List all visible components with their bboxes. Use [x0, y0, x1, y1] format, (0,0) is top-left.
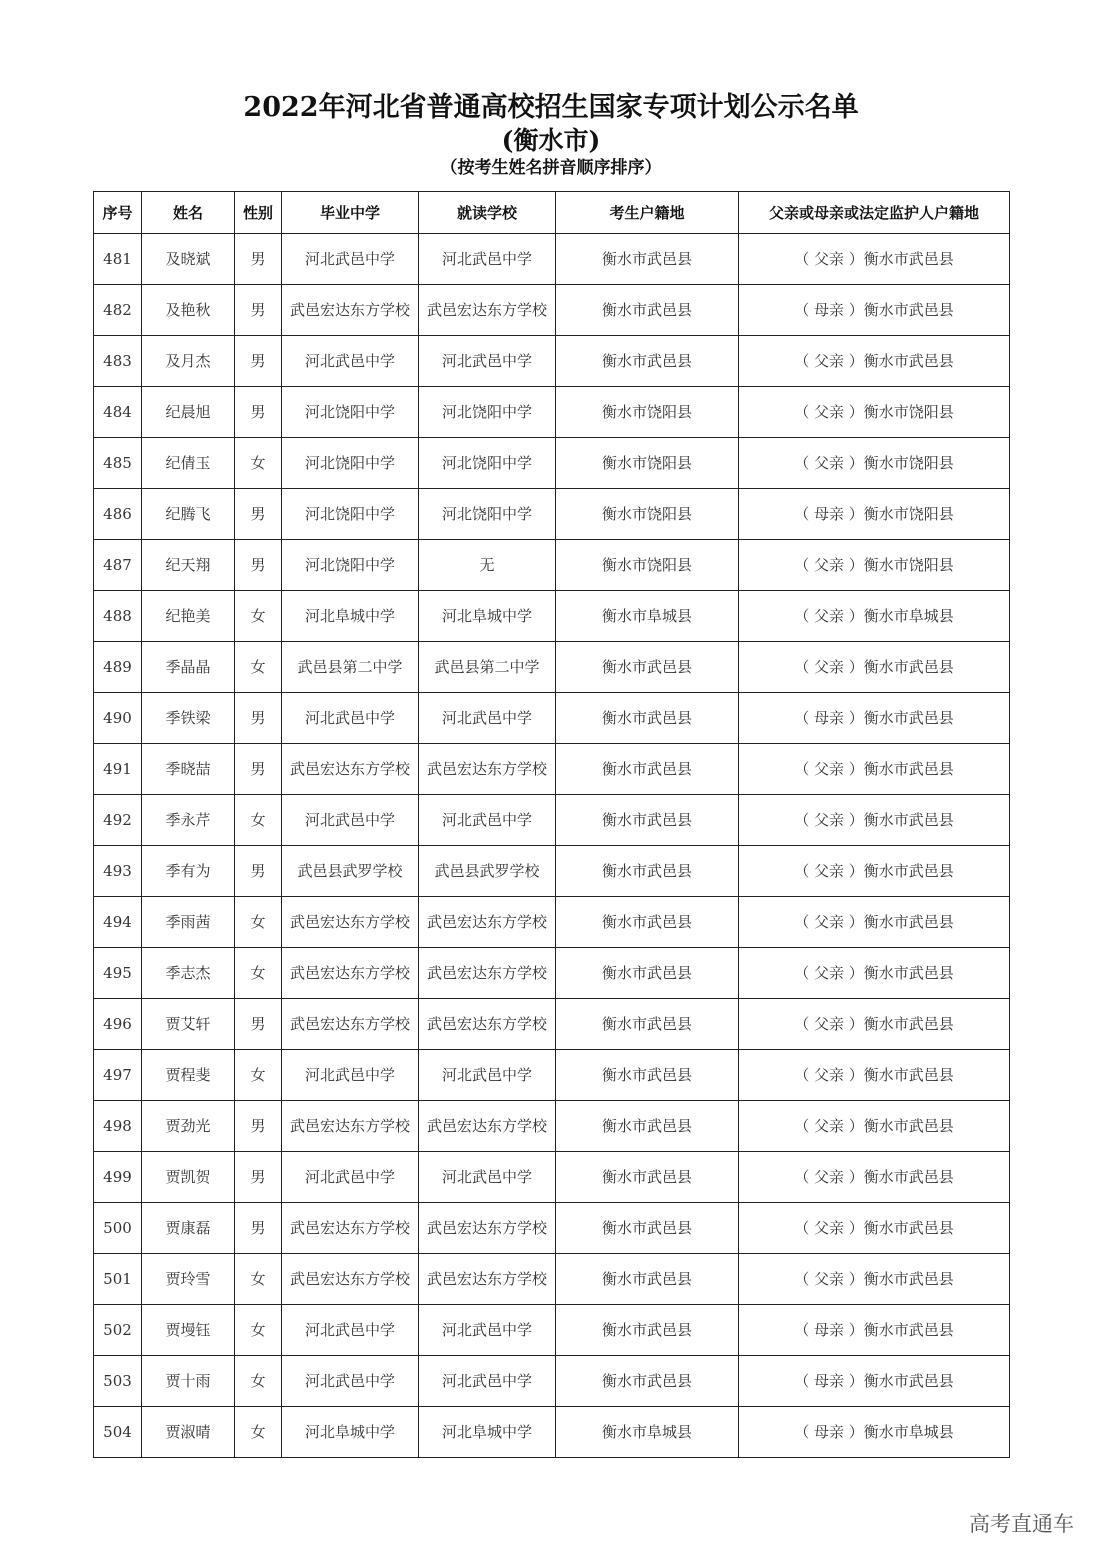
cell-index: 493 [94, 846, 142, 897]
cell-guardian-registration: （ 父亲 ）衡水市武邑县 [739, 948, 1010, 999]
cell-guardian-registration: （ 父亲 ）衡水市武邑县 [739, 1101, 1010, 1152]
cell-current-school: 河北饶阳中学 [419, 387, 556, 438]
cell-name: 季晓喆 [142, 744, 235, 795]
cell-index: 481 [94, 234, 142, 285]
cell-graduation-school: 河北饶阳中学 [282, 387, 419, 438]
cell-household-registration: 衡水市阜城县 [556, 1407, 739, 1458]
cell-index: 500 [94, 1203, 142, 1254]
cell-guardian-registration: （ 母亲 ）衡水市阜城县 [739, 1407, 1010, 1458]
cell-guardian-registration: （ 父亲 ）衡水市武邑县 [739, 846, 1010, 897]
watermark-text: 高考直通车 [969, 1512, 1074, 1536]
cell-current-school: 河北武邑中学 [419, 693, 556, 744]
cell-gender: 女 [235, 1356, 282, 1407]
cell-guardian-registration: （ 母亲 ）衡水市武邑县 [739, 285, 1010, 336]
cell-current-school: 武邑宏达东方学校 [419, 744, 556, 795]
cell-current-school: 武邑宏达东方学校 [419, 1203, 556, 1254]
cell-graduation-school: 武邑宏达东方学校 [282, 1254, 419, 1305]
cell-gender: 女 [235, 1254, 282, 1305]
cell-name: 及艳秋 [142, 285, 235, 336]
cell-household-registration: 衡水市武邑县 [556, 948, 739, 999]
cell-current-school: 武邑宏达东方学校 [419, 897, 556, 948]
cell-graduation-school: 武邑县第二中学 [282, 642, 419, 693]
cell-gender: 女 [235, 438, 282, 489]
cell-current-school: 武邑宏达东方学校 [419, 999, 556, 1050]
cell-graduation-school: 河北武邑中学 [282, 1050, 419, 1101]
cell-household-registration: 衡水市武邑县 [556, 1101, 739, 1152]
table-row [94, 1101, 1010, 1152]
cell-index: 489 [94, 642, 142, 693]
cell-gender: 男 [235, 1203, 282, 1254]
cell-current-school: 武邑宏达东方学校 [419, 285, 556, 336]
cell-household-registration: 衡水市饶阳县 [556, 489, 739, 540]
cell-guardian-registration: （ 父亲 ）衡水市武邑县 [739, 999, 1010, 1050]
cell-gender: 男 [235, 999, 282, 1050]
cell-graduation-school: 武邑宏达东方学校 [282, 1101, 419, 1152]
cell-current-school: 河北饶阳中学 [419, 438, 556, 489]
cell-guardian-registration: （ 父亲 ）衡水市饶阳县 [739, 387, 1010, 438]
cell-gender: 女 [235, 591, 282, 642]
cell-gender: 男 [235, 693, 282, 744]
cell-name: 季有为 [142, 846, 235, 897]
cell-index: 491 [94, 744, 142, 795]
cell-index: 497 [94, 1050, 142, 1101]
cell-index: 502 [94, 1305, 142, 1356]
cell-current-school: 河北武邑中学 [419, 234, 556, 285]
table-row [94, 795, 1010, 846]
cell-name: 纪艳美 [142, 591, 235, 642]
cell-guardian-registration: （ 父亲 ）衡水市饶阳县 [739, 438, 1010, 489]
cell-index: 504 [94, 1407, 142, 1458]
cell-current-school: 武邑宏达东方学校 [419, 1101, 556, 1152]
table-row [94, 1407, 1010, 1458]
cell-guardian-registration: （ 父亲 ）衡水市武邑县 [739, 234, 1010, 285]
cell-index: 482 [94, 285, 142, 336]
cell-current-school: 武邑宏达东方学校 [419, 1254, 556, 1305]
cell-index: 484 [94, 387, 142, 438]
table-row [94, 591, 1010, 642]
cell-current-school: 河北武邑中学 [419, 336, 556, 387]
cell-graduation-school: 河北武邑中学 [282, 336, 419, 387]
header-index: 序号 [94, 192, 142, 234]
cell-household-registration: 衡水市武邑县 [556, 336, 739, 387]
cell-gender: 女 [235, 1407, 282, 1458]
table-row [94, 540, 1010, 591]
cell-index: 488 [94, 591, 142, 642]
table-row [94, 897, 1010, 948]
cell-name: 季永芹 [142, 795, 235, 846]
table-row [94, 948, 1010, 999]
cell-guardian-registration: （ 母亲 ）衡水市武邑县 [739, 1356, 1010, 1407]
table-row [94, 642, 1010, 693]
table-row [94, 846, 1010, 897]
cell-guardian-registration: （ 父亲 ）衡水市武邑县 [739, 1203, 1010, 1254]
cell-graduation-school: 河北饶阳中学 [282, 540, 419, 591]
cell-graduation-school: 河北武邑中学 [282, 234, 419, 285]
cell-gender: 女 [235, 948, 282, 999]
table-row [94, 1152, 1010, 1203]
cell-current-school: 河北饶阳中学 [419, 489, 556, 540]
table-row [94, 1203, 1010, 1254]
cell-name: 季铁梁 [142, 693, 235, 744]
cell-name: 贾淑晴 [142, 1407, 235, 1458]
cell-name: 纪晨旭 [142, 387, 235, 438]
cell-gender: 男 [235, 1152, 282, 1203]
cell-guardian-registration: （ 父亲 ）衡水市武邑县 [739, 1254, 1010, 1305]
cell-name: 贾墁钰 [142, 1305, 235, 1356]
table-row [94, 1305, 1010, 1356]
cell-graduation-school: 河北阜城中学 [282, 1407, 419, 1458]
cell-current-school: 河北阜城中学 [419, 591, 556, 642]
cell-current-school: 武邑县武罗学校 [419, 846, 556, 897]
header-row [94, 192, 1010, 234]
cell-name: 贾康磊 [142, 1203, 235, 1254]
table-row [94, 744, 1010, 795]
table-row [94, 438, 1010, 489]
page-subtitle: (衡水市) [501, 126, 601, 155]
cell-gender: 男 [235, 1101, 282, 1152]
cell-current-school: 河北阜城中学 [419, 1407, 556, 1458]
cell-current-school: 河北武邑中学 [419, 1152, 556, 1203]
cell-graduation-school: 河北武邑中学 [282, 693, 419, 744]
roster-body [94, 234, 1010, 1458]
cell-current-school: 河北武邑中学 [419, 1050, 556, 1101]
cell-name: 季晶晶 [142, 642, 235, 693]
cell-current-school: 河北武邑中学 [419, 1305, 556, 1356]
table-row [94, 693, 1010, 744]
cell-household-registration: 衡水市武邑县 [556, 744, 739, 795]
cell-graduation-school: 河北武邑中学 [282, 1152, 419, 1203]
cell-current-school: 河北武邑中学 [419, 1356, 556, 1407]
cell-household-registration: 衡水市武邑县 [556, 234, 739, 285]
cell-household-registration: 衡水市武邑县 [556, 999, 739, 1050]
table-row [94, 387, 1010, 438]
cell-household-registration: 衡水市饶阳县 [556, 540, 739, 591]
cell-name: 季雨茜 [142, 897, 235, 948]
cell-household-registration: 衡水市武邑县 [556, 285, 739, 336]
cell-guardian-registration: （ 父亲 ）衡水市武邑县 [739, 1050, 1010, 1101]
cell-graduation-school: 河北武邑中学 [282, 1356, 419, 1407]
cell-index: 495 [94, 948, 142, 999]
cell-name: 贾艾轩 [142, 999, 235, 1050]
cell-gender: 女 [235, 642, 282, 693]
cell-gender: 男 [235, 234, 282, 285]
cell-name: 纪倩玉 [142, 438, 235, 489]
cell-guardian-registration: （ 父亲 ）衡水市武邑县 [739, 336, 1010, 387]
cell-index: 503 [94, 1356, 142, 1407]
cell-household-registration: 衡水市武邑县 [556, 693, 739, 744]
cell-current-school: 河北武邑中学 [419, 795, 556, 846]
cell-household-registration: 衡水市武邑县 [556, 1203, 739, 1254]
cell-name: 贾玲雪 [142, 1254, 235, 1305]
cell-graduation-school: 武邑宏达东方学校 [282, 897, 419, 948]
cell-graduation-school: 河北武邑中学 [282, 795, 419, 846]
table-row [94, 999, 1010, 1050]
cell-name: 纪天翔 [142, 540, 235, 591]
cell-index: 487 [94, 540, 142, 591]
cell-name: 季志杰 [142, 948, 235, 999]
cell-guardian-registration: （ 父亲 ）衡水市阜城县 [739, 591, 1010, 642]
table-row [94, 1050, 1010, 1101]
cell-name: 纪腾飞 [142, 489, 235, 540]
cell-gender: 男 [235, 846, 282, 897]
cell-current-school: 武邑宏达东方学校 [419, 948, 556, 999]
cell-gender: 男 [235, 540, 282, 591]
cell-name: 贾程斐 [142, 1050, 235, 1101]
cell-gender: 男 [235, 387, 282, 438]
cell-current-school: 武邑县第二中学 [419, 642, 556, 693]
cell-guardian-registration: （ 母亲 ）衡水市武邑县 [739, 1305, 1010, 1356]
cell-graduation-school: 武邑宏达东方学校 [282, 285, 419, 336]
header-guardian-registration: 父亲或母亲或法定监护人户籍地 [739, 192, 1010, 234]
cell-gender: 男 [235, 285, 282, 336]
table-row [94, 234, 1010, 285]
cell-index: 483 [94, 336, 142, 387]
cell-index: 486 [94, 489, 142, 540]
cell-gender: 女 [235, 1305, 282, 1356]
cell-graduation-school: 河北饶阳中学 [282, 438, 419, 489]
cell-guardian-registration: （ 母亲 ）衡水市饶阳县 [739, 489, 1010, 540]
cell-current-school: 无 [419, 540, 556, 591]
cell-guardian-registration: （ 父亲 ）衡水市武邑县 [739, 1152, 1010, 1203]
cell-household-registration: 衡水市武邑县 [556, 1152, 739, 1203]
cell-gender: 女 [235, 795, 282, 846]
cell-graduation-school: 武邑宏达东方学校 [282, 1203, 419, 1254]
cell-graduation-school: 河北阜城中学 [282, 591, 419, 642]
cell-index: 496 [94, 999, 142, 1050]
cell-household-registration: 衡水市饶阳县 [556, 387, 739, 438]
cell-guardian-registration: （ 父亲 ）衡水市武邑县 [739, 897, 1010, 948]
cell-household-registration: 衡水市饶阳县 [556, 438, 739, 489]
cell-household-registration: 衡水市武邑县 [556, 1254, 739, 1305]
cell-name: 贾十雨 [142, 1356, 235, 1407]
cell-graduation-school: 河北武邑中学 [282, 1305, 419, 1356]
table-row [94, 489, 1010, 540]
cell-graduation-school: 河北饶阳中学 [282, 489, 419, 540]
cell-guardian-registration: （ 父亲 ）衡水市武邑县 [739, 642, 1010, 693]
cell-graduation-school: 武邑宏达东方学校 [282, 999, 419, 1050]
cell-household-registration: 衡水市武邑县 [556, 846, 739, 897]
cell-household-registration: 衡水市阜城县 [556, 591, 739, 642]
sort-note: （按考生姓名拼音顺序排序） [440, 158, 662, 178]
roster-table [93, 191, 1010, 1458]
cell-gender: 男 [235, 744, 282, 795]
cell-index: 499 [94, 1152, 142, 1203]
cell-name: 贾劲光 [142, 1101, 235, 1152]
header-household-registration: 考生户籍地 [556, 192, 739, 234]
cell-name: 及晓斌 [142, 234, 235, 285]
cell-household-registration: 衡水市武邑县 [556, 1356, 739, 1407]
header-current-school: 就读学校 [419, 192, 556, 234]
cell-household-registration: 衡水市武邑县 [556, 1050, 739, 1101]
cell-gender: 女 [235, 1050, 282, 1101]
header-graduation-school: 毕业中学 [282, 192, 419, 234]
cell-name: 及月杰 [142, 336, 235, 387]
cell-guardian-registration: （ 父亲 ）衡水市武邑县 [739, 744, 1010, 795]
cell-index: 485 [94, 438, 142, 489]
cell-household-registration: 衡水市武邑县 [556, 897, 739, 948]
cell-index: 498 [94, 1101, 142, 1152]
cell-index: 492 [94, 795, 142, 846]
header-name: 姓名 [142, 192, 235, 234]
table-row [94, 1254, 1010, 1305]
cell-index: 494 [94, 897, 142, 948]
cell-gender: 男 [235, 336, 282, 387]
header-gender: 性别 [235, 192, 282, 234]
cell-gender: 女 [235, 897, 282, 948]
cell-index: 501 [94, 1254, 142, 1305]
cell-graduation-school: 武邑宏达东方学校 [282, 948, 419, 999]
cell-guardian-registration: （ 父亲 ）衡水市饶阳县 [739, 540, 1010, 591]
cell-household-registration: 衡水市武邑县 [556, 795, 739, 846]
cell-index: 490 [94, 693, 142, 744]
cell-gender: 男 [235, 489, 282, 540]
cell-household-registration: 衡水市武邑县 [556, 642, 739, 693]
cell-household-registration: 衡水市武邑县 [556, 1305, 739, 1356]
cell-graduation-school: 武邑县武罗学校 [282, 846, 419, 897]
cell-name: 贾凯贺 [142, 1152, 235, 1203]
table-row [94, 1356, 1010, 1407]
cell-guardian-registration: （ 母亲 ）衡水市武邑县 [739, 693, 1010, 744]
table-row [94, 336, 1010, 387]
table-row [94, 285, 1010, 336]
cell-guardian-registration: （ 父亲 ）衡水市武邑县 [739, 795, 1010, 846]
cell-graduation-school: 武邑宏达东方学校 [282, 744, 419, 795]
page-title: 2022年河北省普通高校招生国家专项计划公示名单 [243, 92, 859, 123]
